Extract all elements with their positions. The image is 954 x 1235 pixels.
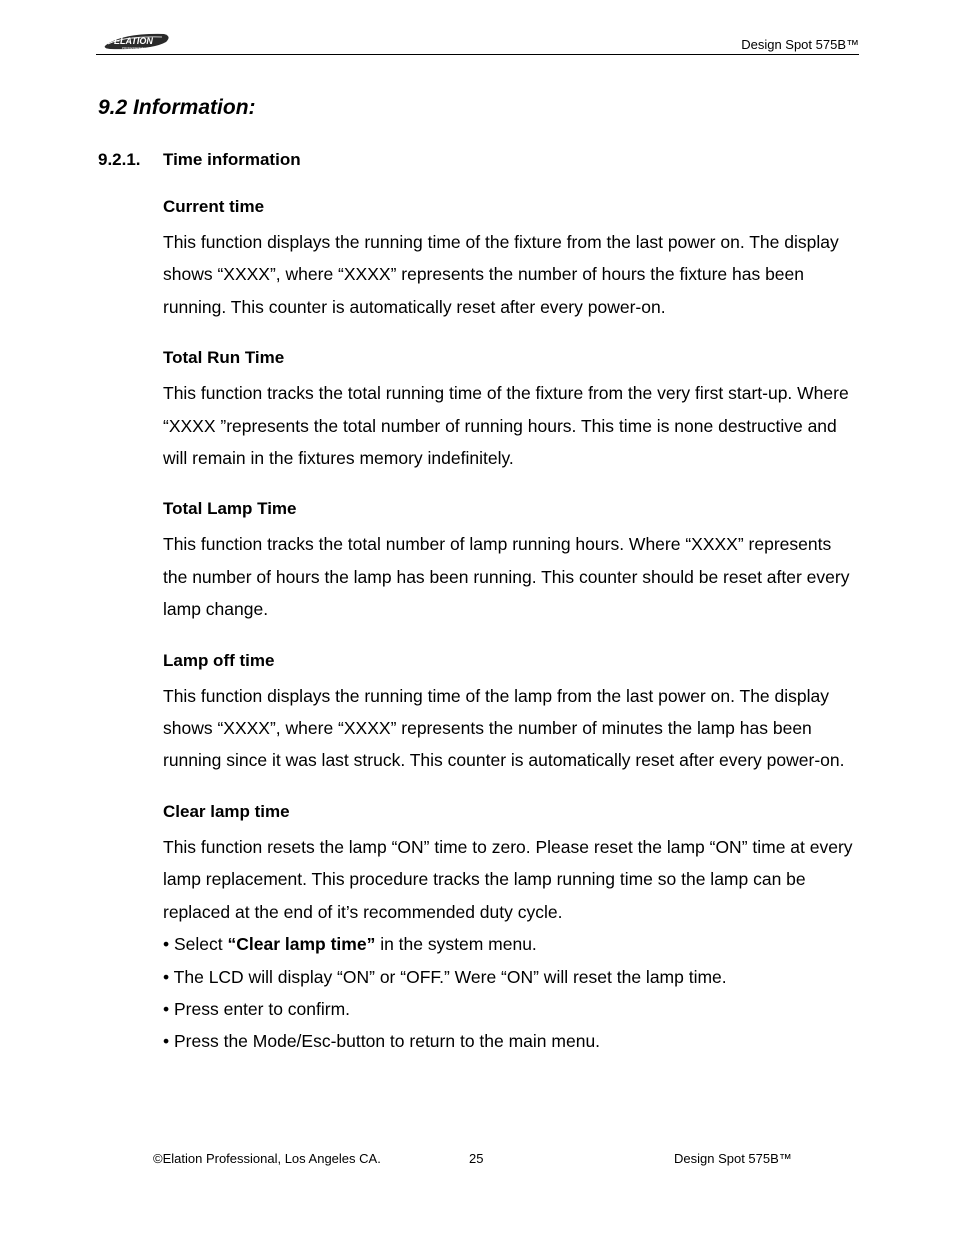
- svg-text:ELATION: ELATION: [114, 36, 153, 46]
- item-text: This function displays the running time of the fixture from the last power on. The display shows “XXXX”, where “XXXX” represents the number of hours the fixture has been running. This counter is automatically reset after every power-on.: [163, 232, 839, 317]
- item-clear-lamp-time: [163, 799, 858, 1058]
- elation-logo: [102, 30, 172, 52]
- item-lamp-off-time: [163, 648, 858, 777]
- item-text: This function displays the running time of the lamp from the last power on. The display shows “XXXX”, where “XXXX” represents the number of minutes the lamp has been running since it was last struck. This counter is automatically reset after every power-on.: [163, 685, 845, 771]
- bullet-mode-esc: • Press the Mode/Esc-button to return to the main menu.: [163, 1031, 601, 1052]
- subsection-number: 9.2.1.: [98, 150, 141, 169]
- bullet-bold-text: “Clear lamp time”: [227, 934, 376, 955]
- item-text: This function tracks the total number of lamp running hours. Where “XXXX” represents the number of hours the lamp has been running. This counter should be reset after every lamp change.: [163, 534, 850, 620]
- item-total-run-time: [163, 345, 858, 474]
- item-text: This function tracks the total running time of the fixture from the very first start-up. Where “XXXX ”represents the total number of running hours. This time is none destructive and will remain in the fixtures memory indefinitely.: [163, 383, 849, 469]
- item-title: Clear lamp time: [163, 801, 290, 821]
- bullet-text: • Select: [163, 934, 228, 955]
- item-title: Current time: [163, 197, 265, 216]
- subsection-heading: [98, 150, 301, 170]
- content-body: [163, 194, 858, 1080]
- item-title: Total Run Time: [163, 348, 285, 368]
- footer-product-name: Design Spot 575B™: [674, 1151, 792, 1166]
- item-title: Lamp off time: [163, 650, 275, 670]
- bullet-lcd-display: • The LCD will display “ON” or “OFF.” Were “ON” will reset the lamp time.: [163, 966, 727, 987]
- item-current-time: [163, 194, 858, 323]
- header-product-name: Design Spot 575B™: [741, 37, 859, 52]
- item-total-lamp-time: [163, 496, 858, 625]
- subsection-title: Time information: [163, 150, 301, 169]
- svg-text:PROFESSIONAL: PROFESSIONAL: [122, 46, 146, 50]
- footer-page-number: 25: [469, 1151, 484, 1166]
- item-title: Total Lamp Time: [163, 499, 297, 519]
- bullet-text: in the system menu.: [375, 934, 537, 955]
- page-header: [96, 28, 859, 55]
- footer-copyright: ©Elation Professional, Los Angeles CA.: [153, 1151, 381, 1166]
- bullet-select: [163, 928, 858, 960]
- section-title: 9.2 Information:: [98, 96, 256, 119]
- bullet-press-enter: • Press enter to confirm.: [163, 998, 351, 1019]
- item-text: This function resets the lamp “ON” time to zero. Please reset the lamp “ON” time at every lamp replacement. This procedure tracks the lamp running time so the lamp can be replaced at the end of it’s recommended duty cycle.: [163, 836, 853, 922]
